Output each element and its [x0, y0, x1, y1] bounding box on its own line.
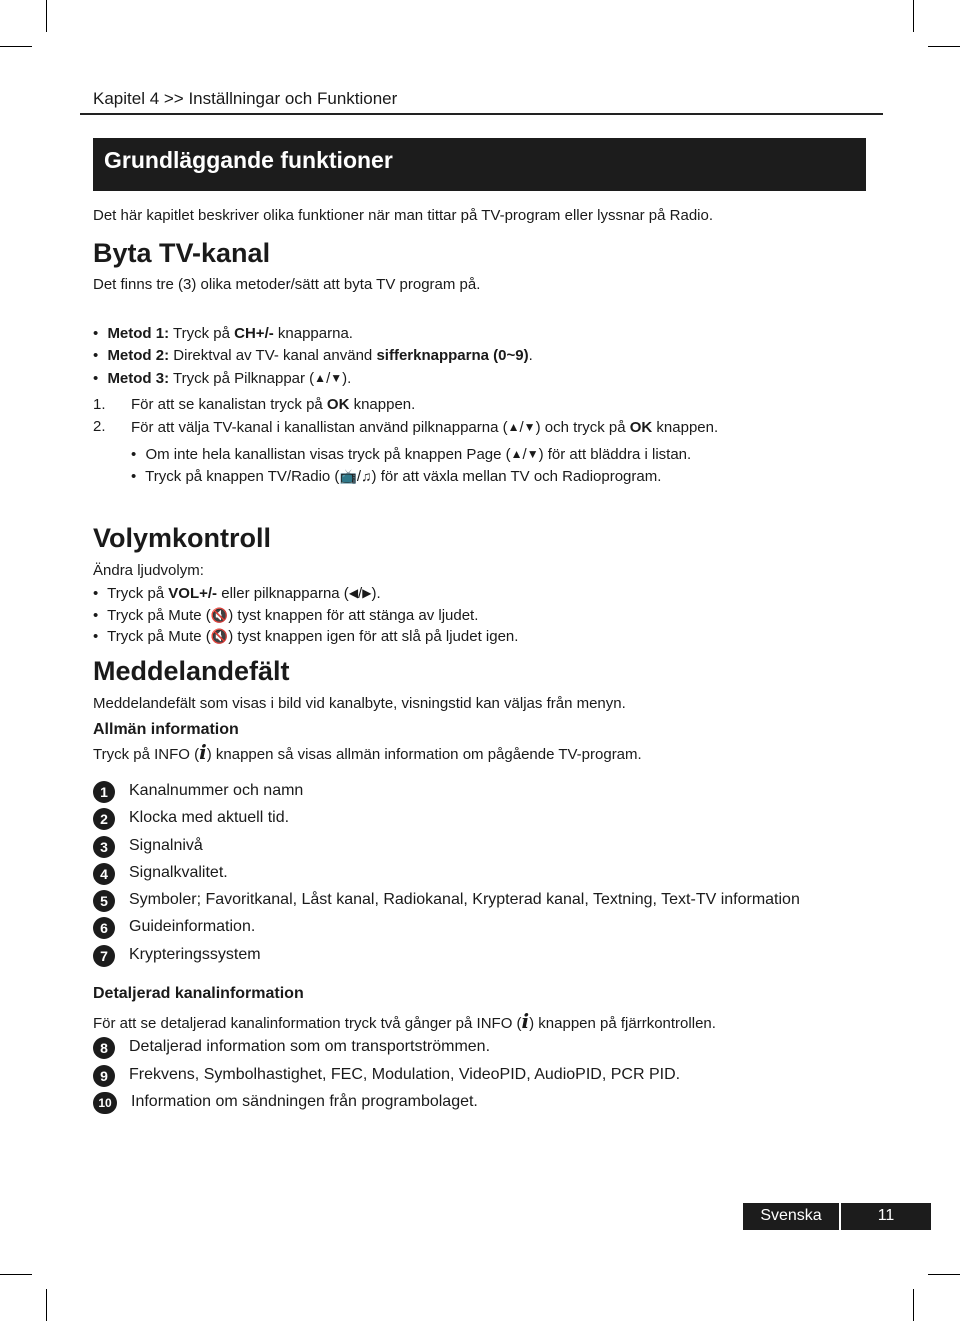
header-rule — [80, 113, 883, 115]
crop-mark — [928, 1274, 960, 1275]
arrow-right-icon: ▶ — [362, 586, 372, 600]
chapter-header: Kapitel 4 >> Inställningar och Funktioner — [93, 89, 398, 108]
list-item: Detaljerad information som om transportströmmen. — [129, 1038, 491, 1055]
crop-mark — [928, 46, 960, 47]
bullet-page: • Om inte hela kanallistan visas tryck på knappen Page (▲/▼) för att bläddra i listan. — [131, 445, 691, 464]
item-number: 3 — [93, 836, 115, 858]
list-item: Klocka med aktuell tid. — [129, 809, 290, 826]
bullet-tvradio: • Tryck på knappen TV/Radio (📺/♫) för att växla mellan TV och Radioprogram. — [131, 467, 661, 486]
byta-title: Byta TV-kanal — [93, 238, 271, 268]
crop-mark — [913, 1289, 914, 1321]
item-number: 5 — [93, 890, 115, 912]
method-1: • Metod 1: Tryck på CH+/- knapparna. — [93, 325, 353, 343]
arrow-up-icon: ▲ — [507, 420, 520, 434]
method-2: • Metod 2: Direktval av TV- kanal använd sifferknapparna (0~9). — [93, 347, 533, 365]
section-banner — [93, 138, 866, 191]
volym-line-3: • Tryck på Mute (🔇) tyst knappen igen för att slå på ljudet igen. — [93, 627, 518, 646]
intro-text: Det här kapitlet beskriver olika funktioner när man tittar på TV-program eller lyssnar på Radio. — [93, 207, 714, 224]
list-item: Guideinformation. — [129, 918, 256, 935]
list-item: Signalnivå — [129, 837, 203, 854]
tv-icon: 📺 — [339, 468, 357, 484]
method-3: • Metod 3: Tryck på Pilknappar (▲/▼). — [93, 369, 351, 388]
mute-icon: 🔇 — [210, 628, 229, 644]
crop-mark — [0, 1274, 32, 1275]
volym-title: Volymkontroll — [93, 523, 272, 553]
item-number: 9 — [93, 1065, 115, 1087]
item-number: 1 — [93, 781, 115, 803]
item-number: 4 — [93, 863, 115, 885]
medd-desc: Meddelandefält som visas i bild vid kanalbyte, visningstid kan väljas från menyn. — [93, 695, 626, 712]
volym-line-1: • Tryck på VOL+/- eller pilknapparna (◀/▶). — [93, 584, 381, 603]
page-down-icon: ▼ — [526, 447, 539, 461]
crop-mark — [46, 0, 47, 32]
crop-mark — [0, 46, 32, 47]
volym-line-2: • Tryck på Mute (🔇) tyst knappen för att stänga av ljudet. — [93, 606, 478, 625]
detail-text: För att se detaljerad kanalinformation tryck två gånger på INFO (i) knappen på fjärrkontrollen. — [93, 1009, 716, 1033]
item-number: 8 — [93, 1037, 115, 1059]
detail-title: Detaljerad kanalinformation — [93, 985, 304, 1002]
medd-title: Meddelandefält — [93, 656, 290, 686]
list-item: Signalkvalitet. — [129, 864, 228, 881]
item-number: 10 — [93, 1092, 117, 1114]
list-item: Symboler; Favoritkanal, Låst kanal, Radiokanal, Krypterad kanal, Textning, Text-TV information — [129, 891, 800, 908]
step-2: 2. — [93, 418, 106, 435]
arrow-down-icon: ▼ — [523, 420, 536, 434]
info-icon: i — [199, 740, 207, 764]
page-up-icon: ▲ — [510, 447, 523, 461]
info-icon: i — [521, 1009, 530, 1033]
list-item: Information om sändningen från programbolaget. — [131, 1093, 478, 1110]
allman-title: Allmän information — [93, 721, 239, 738]
list-item: Frekvens, Symbolhastighet, FEC, Modulation, VideoPID, AudioPID, PCR PID. — [129, 1066, 681, 1083]
page-number: 11 — [841, 1203, 931, 1230]
crop-mark — [913, 0, 914, 32]
banner-title: Grundläggande funktioner — [104, 147, 393, 173]
mute-icon: 🔇 — [210, 607, 229, 623]
arrow-left-icon: ◀ — [348, 586, 359, 600]
list-item: Krypteringssystem — [129, 946, 261, 963]
item-number: 7 — [93, 945, 115, 967]
list-item: Kanalnummer och namn — [129, 782, 304, 799]
arrow-down-icon: ▼ — [330, 371, 343, 385]
allman-text: Tryck på INFO (i) knappen så visas allmän information om pågående TV-program. — [93, 740, 642, 764]
item-number: 2 — [93, 808, 115, 830]
step-1-text: För att se kanalistan tryck på OK knappen. — [131, 396, 416, 413]
byta-desc: Det finns tre (3) olika metoder/sätt att byta TV program på. — [93, 276, 481, 293]
arrow-up-icon: ▲ — [314, 371, 327, 385]
step-1: 1. — [93, 396, 106, 413]
crop-mark — [46, 1289, 47, 1321]
volym-desc: Ändra ljudvolym: — [93, 562, 204, 579]
footer-language: Svenska — [743, 1203, 839, 1230]
music-note-icon: ♫ — [361, 468, 372, 484]
item-number: 6 — [93, 917, 115, 939]
step-2-text: För att välja TV-kanal i kanallistan använd pilknapparna (▲/▼) och tryck på OK knappen. — [131, 419, 719, 436]
